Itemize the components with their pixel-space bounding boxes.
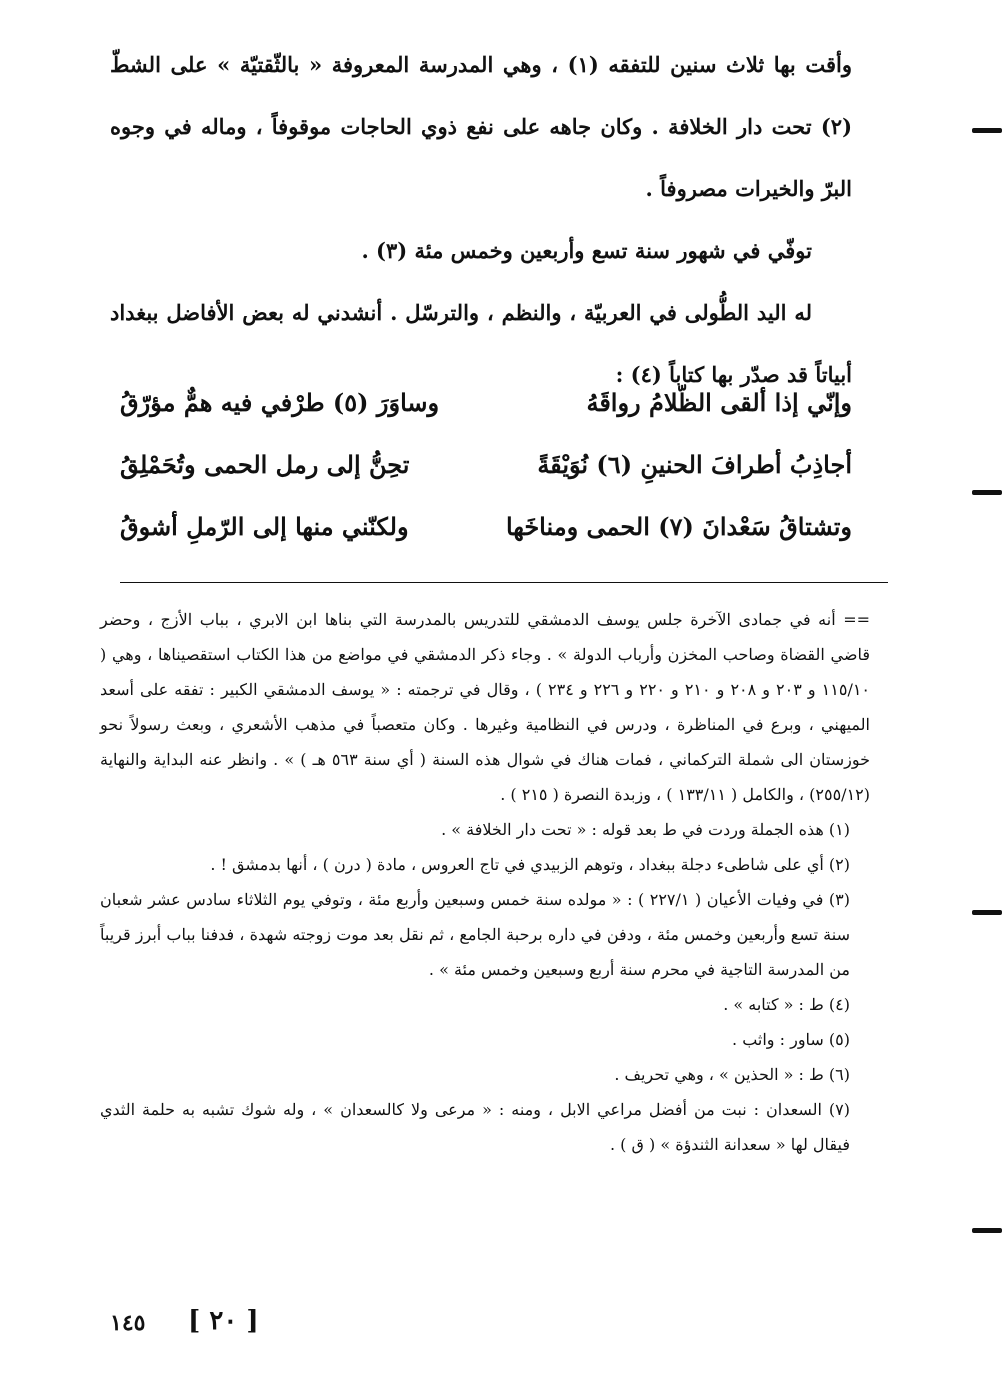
margin-mark — [972, 490, 1002, 495]
main-text — [110, 34, 852, 406]
footnote-5: (٥) ساور : واثب . — [732, 1030, 850, 1049]
verse-3 — [120, 512, 852, 574]
verse-1-second-hemistich: وساوَرَ (٥) طرْفي فيه همٌّ مؤرّقُ — [120, 388, 440, 417]
poem — [120, 388, 852, 574]
page-number: ١٤٥ — [110, 1310, 146, 1336]
footnote-7: (٧) السعدان : نبت من أفضل مراعي الابل ، ومنه : « مرعى ولا كالسعدان » ، وله شوك تشبه به حلمة الثدي فيقال لها « سعدانة الثندؤة » ( ق ) . — [100, 1100, 850, 1154]
verse-2 — [120, 450, 852, 512]
footnote-2: (٢) أي على شاطىء دجلة ببغداد ، وتوهم الزبيدي في تاج العروس ، مادة ( درن ) ، أنها بدمشق ! . — [210, 855, 850, 874]
verse-2-first-hemistich: أجاذِبُ أطرافَ الحنينِ (٦) نُوَيْقَةً — [537, 450, 852, 479]
verse-1-first-hemistich: وإنّي إذا ألقى الظّلامُ رواقَهُ — [586, 388, 852, 417]
folio-line — [110, 1306, 280, 1346]
margin-mark — [972, 910, 1002, 915]
main-paragraph-3: له اليد الطُّولى في العربيّة ، والنظم ، والترسّل . أنشدني له بعض الأفاضل ببغداد أبياتاً قد صدّر بها كتاباً (٤) : — [110, 300, 852, 387]
verse-3-second-hemistich: ولكنّني منها إلى الرّملِ أشوقُ — [120, 512, 409, 541]
margin-mark — [972, 1228, 1002, 1233]
footnote-1: (١) هذه الجملة وردت في ط بعد قوله : « تحت دار الخلافة » . — [441, 820, 850, 839]
footnote-continuation: == أنه في جمادى الآخرة جلس يوسف الدمشقي للتدريس بالمدرسة التي بناها ابن الابري ، بباب الأزج ، وحضر قاضي القضاة وصاحب المخزن وأرباب الدولة » . وجاء ذكر الدمشقي في مواضع من هذا الكتاب استقصيناها ، وهي ( ١١٥/١٠ و ٢٠٣ و ٢٠٨ و ٢١٠ و ٢٢٠ و ٢٢٦ و ٢٣٤ ) ، وقال في ترجمته : « يوسف الدمشقي الكبير : تفقه على أسعد الميهني ، وبرع في المناظرة ، ودرس في النظامية وغيرها . وكان متعصباً في مذهب الأشعري ، وبعث رسولاً نحو خوزستان الى شملة التركماني ، فمات هناك في شوال هذه السنة ( أي سنة ٥٦٣ هـ ) » . وانظر عنه البداية والنهاية (٢٥٥/١٢) ، والكامل ( ١٣٣/١١ ) ، وزبدة النصرة ( ٢١٥ ) . — [100, 610, 871, 804]
signature-mark: [ ٢٠ ] — [188, 1306, 259, 1336]
margin-mark — [972, 128, 1002, 133]
footnote-separator — [120, 582, 888, 583]
main-paragraph-2: توفّي في شهور سنة تسع وأربعين وخمس مئة (٣) . — [361, 238, 812, 263]
footnotes — [100, 602, 870, 1162]
verse-1 — [120, 388, 852, 450]
footnote-3: (٣) في وفيات الأعيان ( ٢٢٧/١ ) : « مولده سنة خمس وسبعين وأربع مئة ، وتوفي يوم الثلاثاء سادس عشر شعبان سنة تسع وأربعين وخمس مئة ، ودفن في داره برحبة الجامع ، ثم نقل بعد موت زوجته شهدة ، فدفنا بباب أبرز قريباً من المدرسة التاجية في محرم سنة أربع وسبعين وخمس مئة » . — [100, 890, 851, 979]
verse-2-second-hemistich: تحِنُّ إلى رمل الحمى وتُحَمْلِقُ — [120, 450, 410, 479]
footnote-6: (٦) ط : « الحذين » ، وهي تحريف . — [614, 1065, 850, 1084]
verse-3-first-hemistich: وتشتاقُ سَعْدانَ (٧) الحمى ومناخَها — [505, 512, 852, 541]
footnote-4: (٤) ط : « كتابه » . — [723, 995, 850, 1014]
main-paragraph-1: وأقت بها ثلاث سنين للتفقه (١) ، وهي المدرسة المعروفة « بالثّقتيّة » على الشطّ (٢) تحت دار الخلافة . وكان جاهه على نفع ذوي الحاجات موقوفاً ، وماله في وجوه البرّ والخيرات مصروفاً . — [110, 52, 852, 201]
